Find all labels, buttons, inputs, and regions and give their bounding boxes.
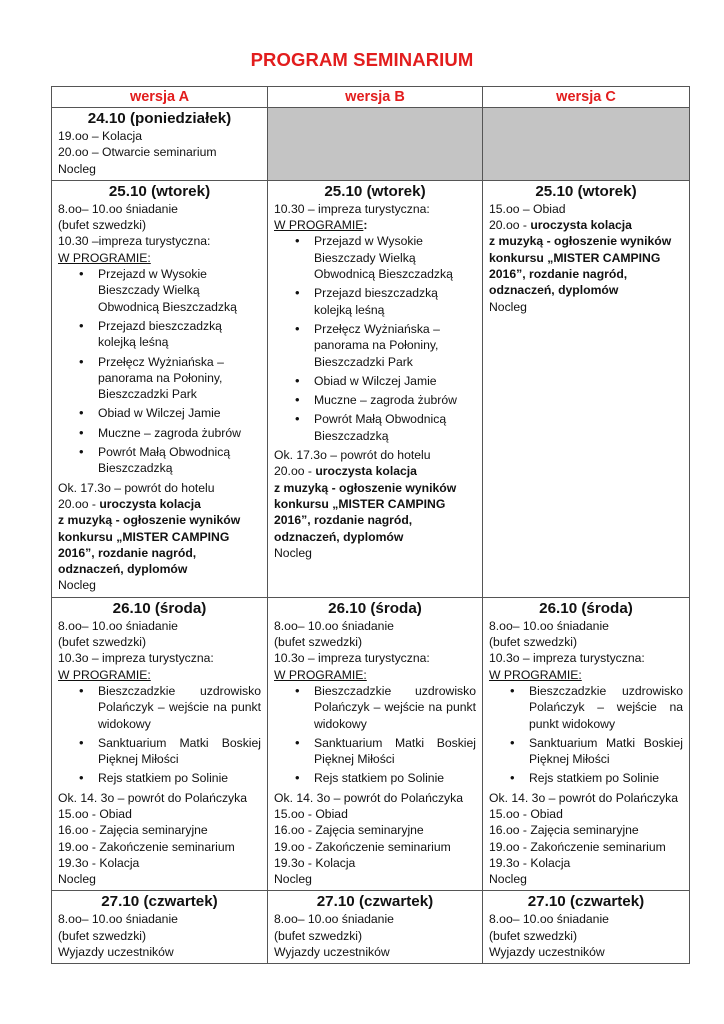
gala-line	[58, 496, 261, 512]
program-label: W PROGRAMIE	[274, 218, 364, 233]
day-heading: 25.10 (wtorek)	[535, 182, 637, 200]
list-item: • Powrót Małą Obwodnicą Bieszczadzką	[314, 411, 476, 444]
schedule-line: Nocleg	[274, 872, 312, 887]
list-item: • Rejs statkiem po Solinie	[98, 770, 261, 786]
list-item: • Rejs statkiem po Solinie	[529, 770, 683, 786]
program-list	[274, 683, 476, 787]
schedule-line: 8.oo– 10.oo śniadanie	[58, 912, 178, 927]
header-version-a: wersja A	[52, 87, 268, 108]
list-item: • Sanktuarium Matki Boskiej Pięknej Miłości	[314, 735, 476, 768]
list-item: • Sanktuarium Matki Boskiej Pięknej Miłości	[529, 735, 683, 768]
program-list	[58, 266, 261, 477]
schedule-line: 10.30 – impreza turystyczna:	[274, 201, 430, 216]
program-table	[51, 86, 690, 964]
cell-thursday-c	[483, 891, 690, 964]
header-row	[52, 87, 690, 108]
day-heading: 27.10 (czwartek)	[101, 893, 218, 911]
list-item: • Przejazd bieszczadzką kolejką leśną	[98, 318, 261, 351]
list-item: • Przejazd bieszczadzką kolejką leśną	[314, 285, 476, 318]
cell-wednesday-b	[268, 597, 483, 891]
day-heading: 25.10 (wtorek)	[108, 182, 211, 200]
schedule-line: Nocleg	[58, 872, 96, 887]
cell-tuesday-b	[268, 180, 483, 597]
schedule-line: 20.oo – Otwarcie seminarium	[58, 145, 217, 160]
program-label: W PROGRAMIE:	[58, 250, 151, 265]
program-label-colon: :	[363, 218, 368, 233]
schedule-line: 8.oo– 10.oo śniadanie	[489, 912, 609, 927]
gala-line	[274, 463, 476, 479]
schedule-line: (bufet szwedzki)	[58, 635, 147, 650]
cell-tuesday-a	[52, 180, 268, 597]
program-label: W PROGRAMIE:	[489, 667, 582, 682]
schedule-line: Wyjazdy uczestników	[58, 945, 174, 960]
schedule-line: (bufet szwedzki)	[58, 218, 147, 233]
schedule-line: 8.oo– 10.oo śniadanie	[58, 618, 178, 633]
list-item: • Przełęcz Wyżniańska – panorama na Połoniny, Bieszczadzki Park	[98, 354, 261, 403]
cell-tuesday-c	[483, 180, 690, 597]
schedule-line: (bufet szwedzki)	[489, 635, 578, 650]
schedule-line: 19.oo – Kolacja	[58, 129, 143, 143]
schedule-line: 19.oo - Zakończenie seminarium	[58, 839, 235, 854]
schedule-line: 15.oo - Obiad	[489, 806, 563, 821]
schedule-line: 8.oo– 10.oo śniadanie	[274, 912, 394, 927]
schedule-line: 15.oo - Obiad	[274, 806, 348, 821]
day-heading: 26.10 (środa)	[328, 599, 422, 617]
gala-time: 20.oo -	[489, 218, 531, 233]
schedule-line: Nocleg	[58, 161, 96, 176]
list-item: • Bieszczadzkie uzdrowisko Polańczyk – wejście na punkt widokowy	[98, 683, 261, 732]
gala-title: uroczysta kolacja	[530, 218, 632, 233]
program-label: W PROGRAMIE:	[274, 667, 367, 682]
list-item: • Obiad w Wilczej Jamie	[314, 373, 476, 389]
day-heading: 25.10 (wtorek)	[324, 182, 426, 200]
list-item: • Rejs statkiem po Solinie	[314, 770, 476, 786]
row-wednesday	[52, 597, 690, 891]
schedule-line: Ok. 17.3o – powrót do hotelu	[58, 480, 215, 495]
schedule-line: 16.oo - Zajęcia seminaryjne	[489, 823, 639, 838]
gala-line	[489, 217, 683, 233]
schedule-line: 15.oo – Obiad	[489, 201, 566, 216]
day-heading: 24.10 (poniedziałek)	[87, 110, 232, 127]
gala-title: uroczysta kolacja	[315, 464, 417, 479]
gala-description: z muzyką - ogłoszenie wyników konkursu „MISTER CAMPING 2016”, rozdanie nagród, odznaczeń, dyplomów	[489, 234, 672, 298]
day-heading: 27.10 (czwartek)	[316, 893, 434, 911]
schedule-line: Nocleg	[489, 299, 527, 314]
schedule-line: 8.oo– 10.oo śniadanie	[489, 618, 609, 633]
schedule-line: (bufet szwedzki)	[489, 928, 578, 943]
schedule-line: 10.30 –impreza turystyczna:	[58, 234, 211, 249]
row-monday	[52, 108, 690, 181]
schedule-line: Nocleg	[58, 578, 96, 593]
schedule-line: Ok. 17.3o – powrót do hotelu	[274, 448, 431, 463]
day-heading: 27.10 (czwartek)	[527, 893, 645, 911]
list-item: • Bieszczadzkie uzdrowisko Polańczyk – wejście na punkt widokowy	[529, 683, 683, 732]
list-item: • Sanktuarium Matki Boskiej Pięknej Miłości	[98, 735, 261, 768]
gala-time: 20.oo -	[274, 464, 316, 479]
list-item: • Muczne – zagroda żubrów	[314, 392, 476, 408]
schedule-line: (bufet szwedzki)	[274, 928, 363, 943]
schedule-line: 16.oo - Zajęcia seminaryjne	[274, 823, 424, 838]
schedule-line: 8.oo– 10.oo śniadanie	[58, 201, 178, 216]
schedule-line: 10.3o – impreza turystyczna:	[274, 651, 430, 666]
cell-thursday-a	[52, 891, 268, 964]
day-heading: 26.10 (środa)	[539, 599, 633, 617]
list-item: • Przejazd w Wysokie Bieszczady Wielką Obwodnicą Bieszczadzką	[98, 266, 261, 315]
schedule-line: Ok. 14. 3o – powrót do Polańczyka	[58, 790, 248, 805]
list-item: • Przejazd w Wysokie Bieszczady Wielką Obwodnicą Bieszczadzką	[314, 233, 476, 282]
list-item: • Muczne – zagroda żubrów	[98, 425, 261, 441]
schedule-line: Wyjazdy uczestników	[274, 945, 390, 960]
cell-thursday-b	[268, 891, 483, 964]
schedule-line: 19.3o - Kolacja	[274, 855, 356, 870]
schedule-line: (bufet szwedzki)	[274, 635, 363, 650]
cell-monday-c-empty	[483, 108, 690, 181]
program-list	[489, 683, 683, 787]
program-list	[58, 683, 261, 787]
gala-title: uroczysta kolacja	[99, 496, 201, 511]
cell-wednesday-a	[52, 597, 268, 891]
schedule-line: 19.oo - Zakończenie seminarium	[274, 839, 451, 854]
schedule-line: 16.oo - Zajęcia seminaryjne	[58, 823, 208, 838]
schedule-line: Wyjazdy uczestników	[489, 945, 605, 960]
header-version-c: wersja C	[483, 87, 690, 108]
gala-time: 20.oo -	[58, 496, 100, 511]
list-item: • Przełęcz Wyżniańska – panorama na Połoniny, Bieszczadzki Park	[314, 321, 476, 370]
schedule-line: Nocleg	[274, 545, 312, 560]
program-label-line	[274, 217, 476, 233]
schedule-line: Nocleg	[489, 872, 527, 887]
schedule-line: 10.3o – impreza turystyczna:	[58, 651, 214, 666]
document-title: PROGRAM SEMINARIUM	[250, 49, 474, 70]
list-item: • Bieszczadzkie uzdrowisko Polańczyk – wejście na punkt widokowy	[314, 683, 476, 732]
gala-description: z muzyką - ogłoszenie wyników konkursu „MISTER CAMPING 2016”, rozdanie nagród, odznaczeń, dyplomów	[274, 480, 457, 544]
schedule-line: 19.3o - Kolacja	[58, 855, 140, 870]
cell-wednesday-c	[483, 597, 690, 891]
program-label: W PROGRAMIE:	[58, 667, 151, 682]
program-list	[274, 233, 476, 444]
list-item: • Obiad w Wilczej Jamie	[98, 405, 261, 421]
row-thursday	[52, 891, 690, 964]
schedule-line: 10.3o – impreza turystyczna:	[489, 651, 645, 666]
schedule-line: 19.3o - Kolacja	[489, 855, 571, 870]
gala-description: z muzyką - ogłoszenie wyników konkursu „MISTER CAMPING 2016”, rozdanie nagród, odznaczeń, dyplomów	[58, 513, 241, 577]
schedule-line: 19.oo - Zakończenie seminarium	[489, 839, 666, 854]
list-item: • Powrót Małą Obwodnicą Bieszczadzką	[98, 444, 261, 477]
schedule-line: 15.oo - Obiad	[58, 806, 132, 821]
cell-monday-b-empty	[268, 108, 483, 181]
schedule-line: Ok. 14. 3o – powrót do Polańczyka	[274, 790, 464, 805]
schedule-line: (bufet szwedzki)	[58, 928, 147, 943]
schedule-line: Ok. 14. 3o – powrót do Polańczyka	[489, 790, 679, 805]
row-tuesday	[52, 180, 690, 597]
header-version-b: wersja B	[268, 87, 483, 108]
day-heading: 26.10 (środa)	[112, 599, 207, 617]
schedule-line: 8.oo– 10.oo śniadanie	[274, 618, 394, 633]
cell-monday-a	[52, 108, 268, 181]
